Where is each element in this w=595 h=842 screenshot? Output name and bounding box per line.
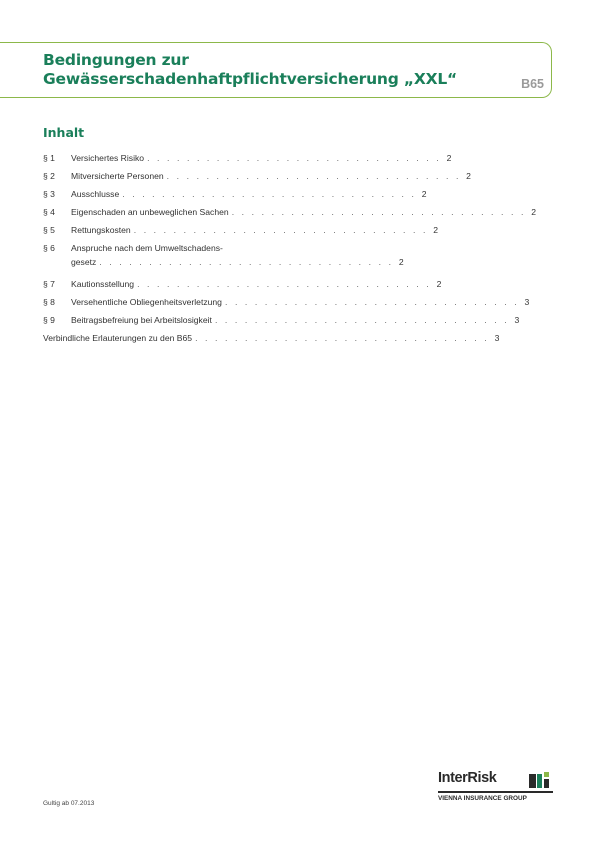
toc-entry-number: § 4 (43, 207, 55, 217)
toc-entry-page: 2 (531, 207, 536, 217)
toc-entry-page: 3 (524, 297, 530, 307)
toc-leader-dots: . . . . . . . . . . . . . . . . . . . . . . . . . . . . . . (224, 297, 520, 307)
toc-entry-page: 2 (446, 153, 452, 163)
toc-entry-7[interactable] (43, 279, 442, 297)
toc-entry-number: § 7 (43, 279, 55, 289)
toc-entry-page: 2 (398, 257, 404, 267)
toc-entry-page: 2 (433, 225, 438, 235)
toc-entry-1[interactable] (43, 153, 452, 171)
toc-leader-dots: . . . . . . . . . . . . . . . . . . . . . . . . . . . . . . (195, 333, 490, 343)
toc-entry-title: Anspruche nach dem Umweltschadens- (71, 243, 223, 253)
toc-entry-9[interactable] (43, 315, 520, 333)
toc-entry-6-continued[interactable] (43, 257, 404, 279)
document-title-line-1: Bedingungen zur (43, 51, 189, 69)
toc-entry-8[interactable] (43, 297, 530, 315)
toc-entry-title: Kautionsstellung (71, 279, 135, 289)
toc-entry-title: Rettungskosten (71, 225, 131, 235)
toc-entry-5[interactable] (43, 225, 438, 243)
toc-leader-dots: . . . . . . . . . . . . . . . . . . . . . . . . . . . . . . (122, 189, 417, 199)
document-code: B65 (521, 77, 544, 91)
toc-entry-page: 2 (466, 171, 471, 181)
toc-entry-title: Versehentliche Obliegenheitsverletzung (71, 297, 222, 307)
toc-leader-dots: . . . . . . . . . . . . . . . . . . . . . . . . . . . . . . (133, 225, 428, 235)
document-title-line-2: Gewässerschadenhaftpflichtversicherung „XXL“ (43, 70, 458, 88)
toc-leader-dots: . . . . . . . . . . . . . . . . . . . . . . . . . . . . . . (147, 153, 442, 163)
toc-entry-title: Mitversicherte Personen (71, 171, 164, 181)
toc-leader-dots: . . . . . . . . . . . . . . . . . . . . . . . . . . . . . . (137, 279, 432, 289)
toc-entry-page: 3 (514, 315, 520, 325)
toc-entry-number: § 6 (43, 243, 55, 253)
interrisk-logo (438, 769, 554, 809)
toc-leader-dots: . . . . . . . . . . . . . . . . . . . . . . . . . . . . . . (214, 315, 510, 325)
toc-entry-page: 2 (436, 279, 442, 289)
toc-entry-4[interactable] (43, 207, 536, 225)
toc-entry-6[interactable] (43, 243, 290, 257)
toc-entry-3[interactable] (43, 189, 427, 207)
toc-entry-title: Eigenschaden an unbeweglichen Sachen (71, 207, 229, 217)
toc-entry-title: Ausschlusse (71, 189, 120, 199)
toc-entry-page: 2 (421, 189, 427, 199)
toc-entry-page: 3 (494, 333, 500, 343)
toc-entry-title: Beitragsbefreiung bei Arbeitslosigkeit (71, 315, 212, 325)
toc-entry-title-continued: gesetz (71, 257, 97, 267)
toc-entry-title: Versichertes Risiko (71, 153, 145, 163)
logo-wordmark: InterRisk (438, 770, 497, 786)
toc-entry-number: § 9 (43, 315, 55, 325)
toc-entry-number: § 2 (43, 171, 55, 181)
toc-entry-explanations[interactable] (43, 333, 500, 351)
logo-tagline: VIENNA INSURANCE GROUP (438, 795, 527, 802)
logo-rule (438, 791, 553, 793)
toc-entry-number: § 5 (43, 225, 55, 235)
toc-leader-dots: . . . . . . . . . . . . . . . . . . . . . . . . . . . . . . (99, 257, 394, 267)
table-of-contents (43, 153, 536, 351)
toc-entry-title: Verbindliche Erlauterungen zu den B65 (43, 333, 193, 343)
document-title (43, 51, 457, 89)
toc-entry-number: § 8 (43, 297, 55, 307)
toc-heading: Inhalt (43, 125, 85, 140)
toc-entry-number: § 1 (43, 153, 55, 163)
toc-entry-number: § 3 (43, 189, 55, 199)
toc-leader-dots: . . . . . . . . . . . . . . . . . . . . . . . . . . . . . . (231, 207, 526, 217)
validity-date: Gultig ab 07.2013 (43, 800, 95, 807)
toc-entry-2[interactable] (43, 171, 471, 189)
logo-mark-icon (529, 772, 553, 788)
toc-leader-dots: . . . . . . . . . . . . . . . . . . . . . . . . . . . . . . (166, 171, 461, 181)
